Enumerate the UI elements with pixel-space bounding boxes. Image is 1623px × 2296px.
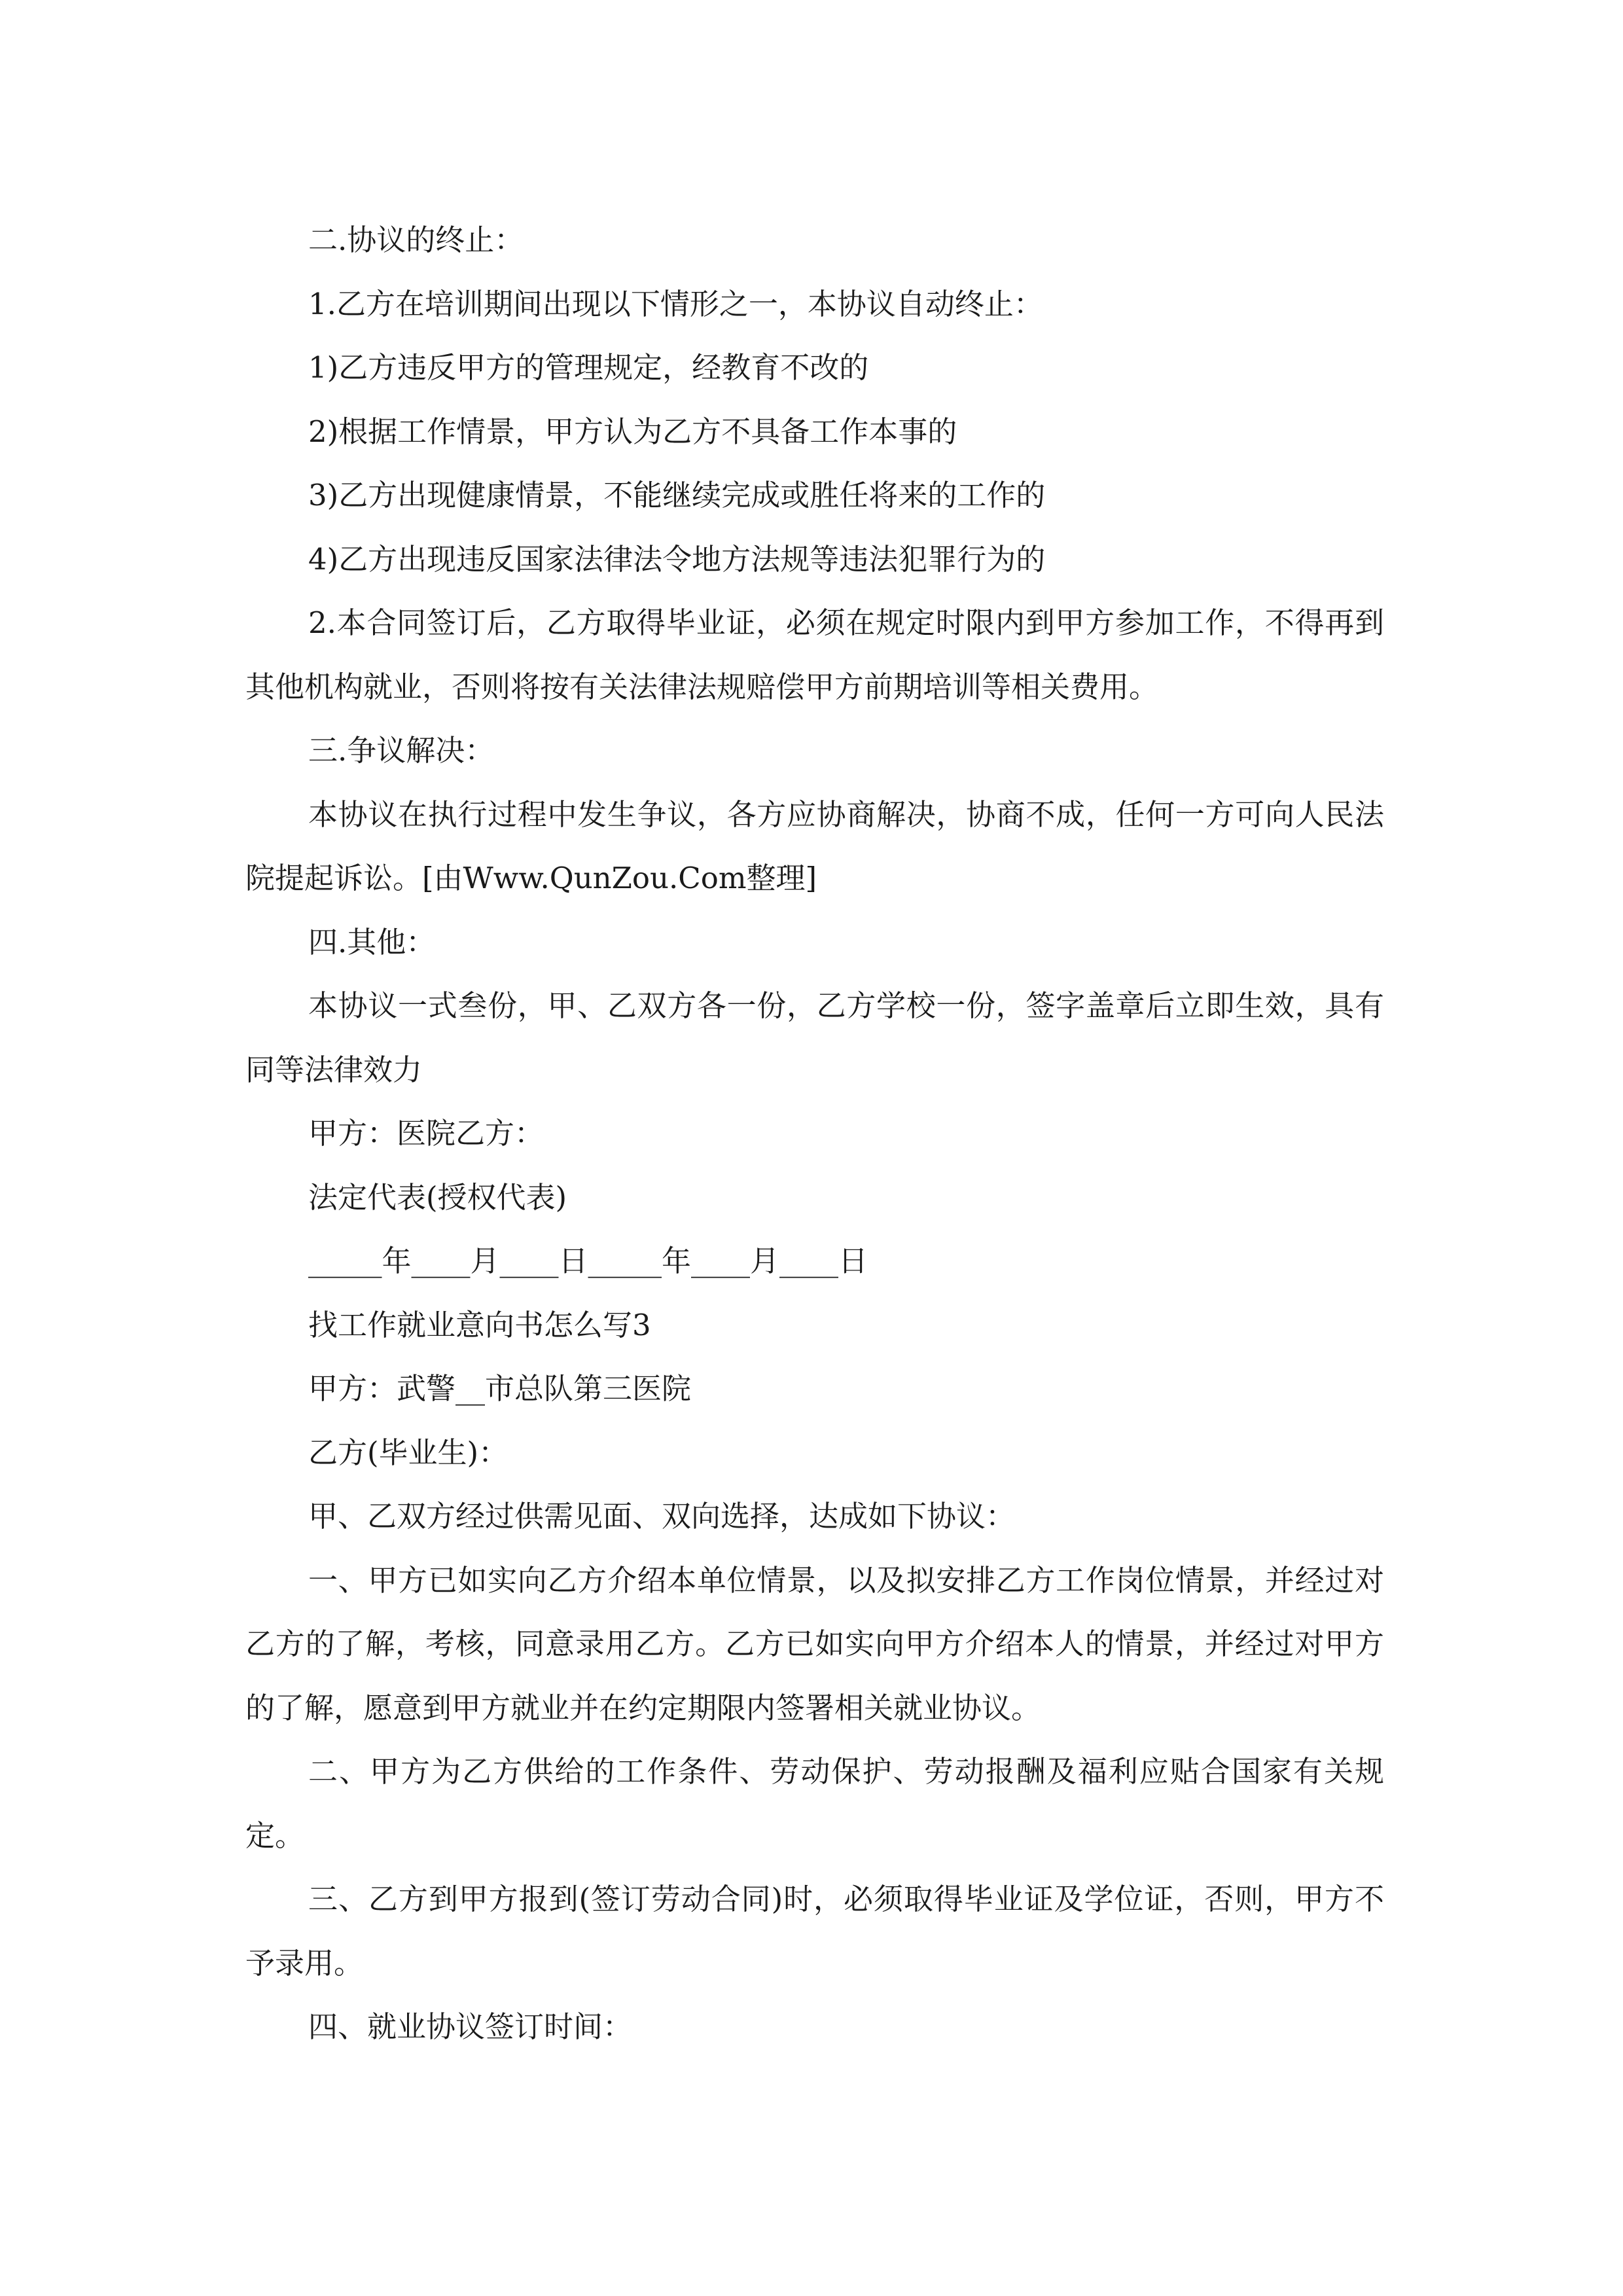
intro-paragraph: 甲、乙双方经过供需见面、双向选择，达成如下协议： bbox=[308, 1499, 1016, 1534]
party-a-line: 甲方：武警__市总队第三医院 bbox=[308, 1371, 692, 1406]
clause-paragraph: 2.本合同签订后，乙方取得毕业证，必须在规定时限内到甲方参加工作，不得再到其他机构就业，否则将按有关法律法规赔偿甲方前期培训等相关费用。 bbox=[245, 605, 1384, 704]
section-heading-dispute: 三.争议解决： bbox=[308, 733, 495, 768]
clause-paragraph: 三、乙方到甲方报到(签订劳动合同)时，必须取得毕业证及学位证，否则，甲方不予录用。 bbox=[245, 1882, 1384, 1981]
party-b-line: 乙方(毕业生)： bbox=[308, 1435, 508, 1470]
clause-paragraph: 本协议一式叁份，甲、乙双方各一份，乙方学校一份，签字盖章后立即生效，具有同等法律效力 bbox=[245, 988, 1384, 1087]
clause-paragraph: 1.乙方在培训期间出现以下情形之一，本协议自动终止： bbox=[308, 286, 1043, 321]
signature-representative: 法定代表(授权代表) bbox=[308, 1179, 567, 1215]
clause-paragraph: 一、甲方已如实向乙方介绍本单位情景，以及拟安排乙方工作岗位情景，并经过对乙方的了解，考核，同意录用乙方。乙方已如实向甲方介绍本人的情景，并经过对甲方的了解，愿意到甲方就业并在约定期限内签署相关就业协议。 bbox=[245, 1562, 1384, 1725]
document-title: 找工作就业意向书怎么写3 bbox=[308, 1307, 651, 1342]
section-heading-termination: 二.协议的终止： bbox=[308, 223, 524, 257]
clause-paragraph: 二、甲方为乙方供给的工作条件、劳动保护、劳动报酬及福利应贴合国家有关规定。 bbox=[245, 1754, 1384, 1853]
clause-paragraph: 四、就业协议签订时间： bbox=[308, 2009, 633, 2044]
clause-paragraph: 本协议在执行过程中发生争议，各方应协商解决，协商不成，任何一方可向人民法院提起诉讼。[由Www.QunZou.Com整理] bbox=[245, 797, 1384, 895]
list-item: 1)乙方违反甲方的管理规定，经教育不改的 bbox=[308, 350, 869, 385]
list-item: 4)乙方出现违反国家法律法令地方法规等违法犯罪行为的 bbox=[308, 541, 1046, 577]
section-heading-other: 四.其他： bbox=[308, 924, 436, 960]
list-item: 2)根据工作情景，甲方认为乙方不具备工作本事的 bbox=[308, 414, 957, 449]
signature-parties: 甲方：医院乙方： bbox=[308, 1116, 544, 1151]
signature-date-line: _____年____月____日_____年____月____日 bbox=[308, 1244, 868, 1278]
document-body bbox=[245, 208, 1384, 2059]
list-item: 3)乙方出现健康情景，不能继续完成或胜任将来的工作的 bbox=[308, 478, 1046, 512]
